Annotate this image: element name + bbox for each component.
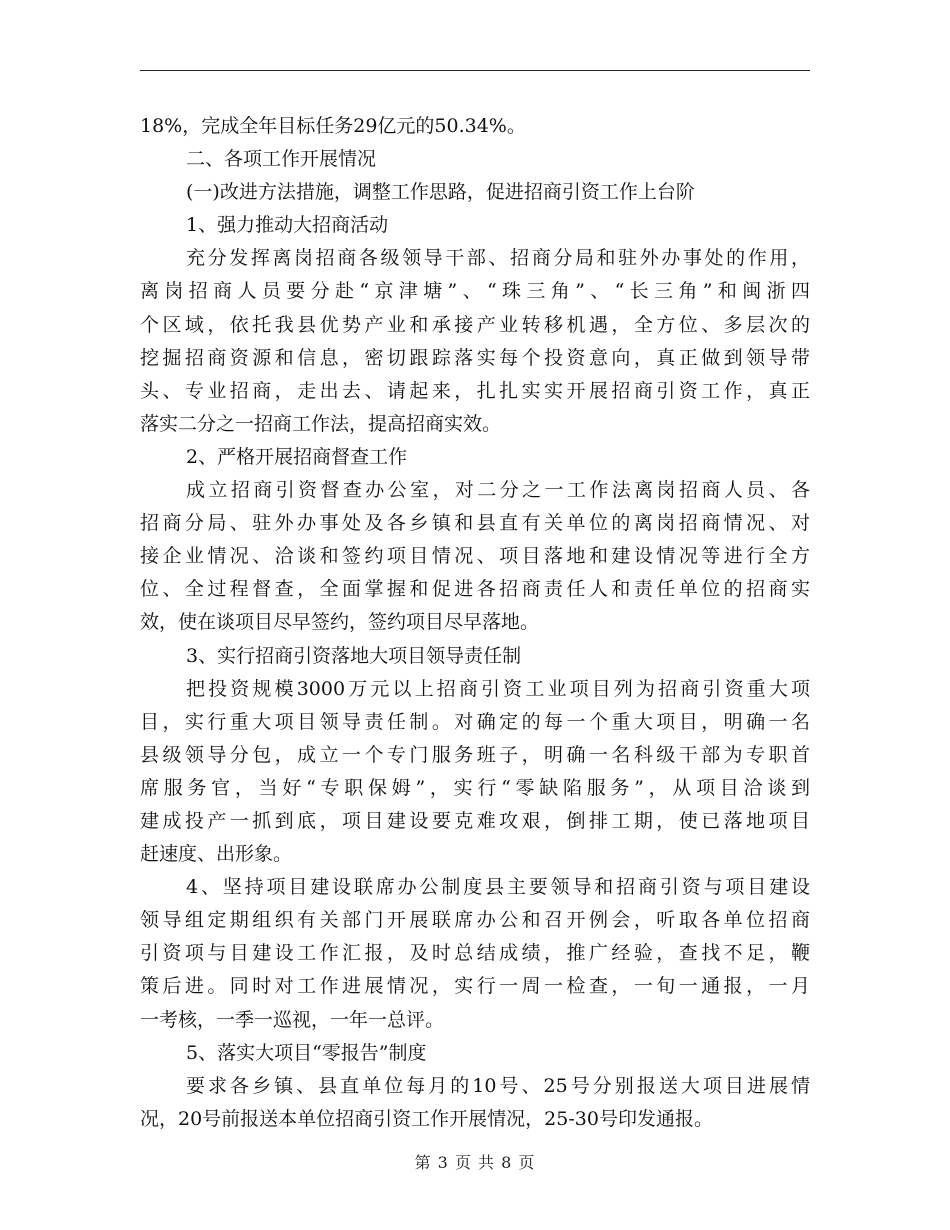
text-line: 目，实行重大项目领导责任制。对确定的每一个重大项目，明确一名 <box>140 710 810 733</box>
text-line: 建成投产一抓到底，项目建设要克难攻艰，倒排工期，使已落地项目 <box>140 809 810 832</box>
text-line: 策后进。同时对工作进展情况，实行一周一检查，一旬一通报，一月 <box>140 975 810 998</box>
text-line: 把投资规模3000万元以上招商引资工业项目列为招商引资重大项 <box>186 677 810 700</box>
item-heading: 3、实行招商引资落地大项目领导责任制 <box>186 644 522 667</box>
text-line: 招商分局、驻外办事处及各乡镇和县直有关单位的离岗招商情况、对 <box>140 512 810 535</box>
text-line: 位、全过程督查，全面掌握和促进各招商责任人和责任单位的招商实 <box>140 578 810 601</box>
section-heading: 二、各项工作开展情况 <box>186 148 377 171</box>
text-line: 席服务官，当好“专职保姆”，实行“零缺陷服务”，从项目洽谈到 <box>140 776 810 799</box>
text-line: 县级领导分包，成立一个专门服务班子，明确一名科级干部为专职首 <box>140 743 810 766</box>
text-line: 离岗招商人员要分赴“京津塘”、“珠三角”、“长三角”和闽浙四 <box>140 280 810 303</box>
text-line: 18%，完成全年目标任务29亿元的50.34%。 <box>140 115 526 137</box>
text-line: 赶速度、出形象。 <box>140 843 293 866</box>
item-heading: 1、强力推动大招商活动 <box>186 214 389 237</box>
subsection-heading: (一)改进方法措施，调整工作思路，促进招商引资工作上台阶 <box>186 181 695 204</box>
text-line: 挖掘招商资源和信息，密切跟踪落实每个投资意向，真正做到领导带 <box>140 346 810 369</box>
header-rule <box>140 70 810 71</box>
text-line: 接企业情况、洽谈和签约项目情况、项目落地和建设情况等进行全方 <box>140 545 810 568</box>
item-heading: 2、严格开展招商督查工作 <box>186 445 408 468</box>
text-line: 头、专业招商，走出去、请起来，扎扎实实开展招商引资工作，真正 <box>140 379 810 402</box>
text-line: 个区域，依托我县优势产业和承接产业转移机遇，全方位、多层次的 <box>140 313 810 336</box>
text-line: 充分发挥离岗招商各级领导干部、招商分局和驻外办事处的作用， <box>186 247 810 270</box>
text-line: 效，使在谈项目尽早签约，签约项目尽早落地。 <box>140 611 540 634</box>
page-number-footer: 第 3 页 共 8 页 <box>414 1153 536 1172</box>
text-line: 落实二分之一招商工作法，提高招商实效。 <box>140 412 502 435</box>
text-line: 领导组定期组织有关部门开展联席办公和召开例会，听取各单位招商 <box>140 909 810 932</box>
text-line: 要求各乡镇、县直单位每月的10号、25号分别报送大项目进展情 <box>186 1074 810 1097</box>
document-body <box>140 110 810 1136</box>
text-line: 引资项与目建设工作汇报，及时总结成绩，推广经验，查找不足，鞭 <box>140 942 810 965</box>
text-line: 成立招商引资督查办公室，对二分之一工作法离岗招商人员、各 <box>186 479 810 502</box>
text-line: 4、坚持项目建设联席办公制度县主要领导和招商引资与项目建设 <box>186 876 810 899</box>
text-line: 一考核，一季一巡视，一年一总评。 <box>140 1008 445 1031</box>
text-line: 况，20号前报送本单位招商引资工作开展情况，25-30号印发通报。 <box>140 1107 713 1130</box>
item-heading: 5、落实大项目“零报告”制度 <box>186 1041 427 1064</box>
